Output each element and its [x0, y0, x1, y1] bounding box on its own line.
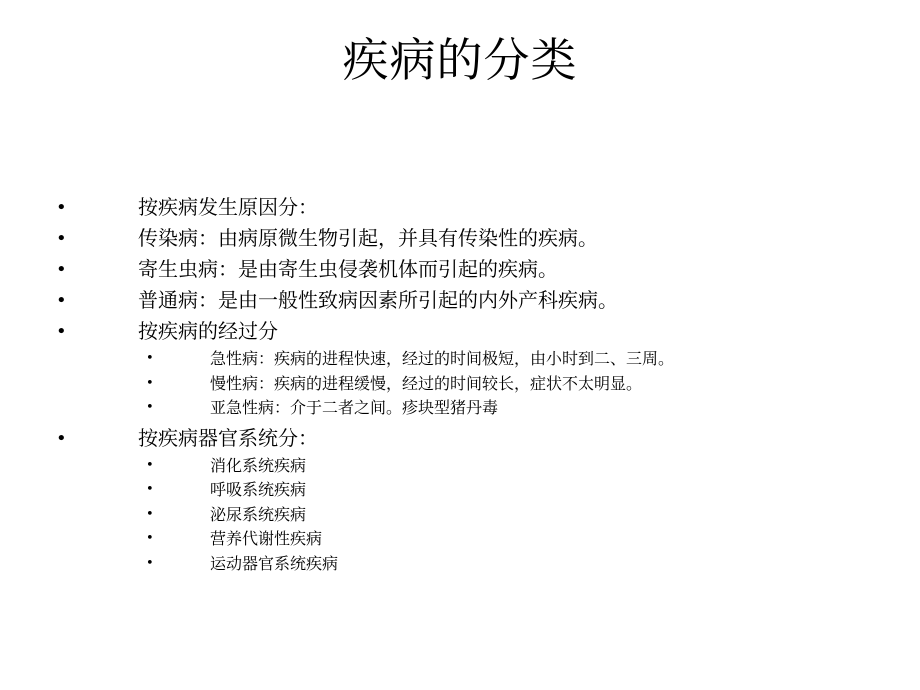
sub-bullet-icon: • — [146, 400, 154, 415]
bullet-item — [0, 192, 920, 223]
bullet-text: 按疾病发生原因分： — [138, 195, 318, 219]
bullet-icon: • — [56, 321, 67, 342]
sub-bullet-icon: • — [146, 506, 154, 522]
sub-bullet-text: 呼吸系统疾病 — [210, 480, 307, 499]
sub-bullet-item — [0, 396, 920, 421]
bullet-icon: • — [56, 290, 67, 311]
sub-bullet-text: 消化系统疾病 — [210, 455, 307, 475]
sub-bullet-icon: • — [146, 531, 154, 546]
bullet-item — [0, 223, 920, 254]
sub-bullet-text: 运动器官系统疾病 — [210, 553, 339, 573]
sub-bullet-item — [0, 527, 920, 552]
sub-bullet-item — [0, 552, 920, 577]
sub-bullet-item — [0, 372, 920, 397]
bullet-text: 普通病：是由一般性致病因素所引起的内外产科疾病。 — [138, 288, 618, 312]
bullet-icon: • — [56, 427, 67, 449]
bullet-list — [0, 192, 920, 576]
sub-bullet-item — [0, 503, 920, 528]
slide-title: 疾病的分类 — [342, 33, 578, 87]
sub-bullet-text: 急性病：疾病的进程快速，经过的时间极短，由小时到二、三周。 — [210, 349, 675, 368]
bullet-text: 寄生虫病：是由寄生虫侵袭机体而引起的疾病。 — [138, 257, 558, 281]
bullet-item — [0, 423, 920, 454]
bullet-text: 按疾病器官系统分： — [138, 425, 318, 450]
bullet-icon: • — [56, 259, 67, 280]
bullet-text: 传染病：由病原微生物引起，并具有传染性的疾病。 — [138, 226, 598, 250]
bullet-item — [0, 285, 920, 316]
sub-bullet-item — [0, 454, 920, 479]
sub-bullet-item — [0, 478, 920, 503]
sub-bullet-text: 营养代谢性疾病 — [210, 529, 323, 548]
bullet-item — [0, 316, 920, 347]
sub-bullet-item — [0, 347, 920, 372]
sub-bullet-icon: • — [146, 457, 154, 473]
sub-bullet-icon: • — [146, 375, 154, 391]
sub-bullet-text: 泌尿系统疾病 — [210, 504, 307, 524]
bullet-text: 按疾病的经过分 — [138, 319, 278, 343]
bullet-icon: • — [56, 228, 67, 249]
sub-bullet-text: 慢性病：疾病的进程缓慢，经过的时间较长，症状不太明显。 — [210, 373, 643, 393]
sub-bullet-icon: • — [146, 482, 154, 497]
sub-bullet-text: 亚急性病：介于二者之间。疹块型猪丹毒 — [210, 398, 499, 417]
sub-bullet-icon: • — [146, 555, 154, 571]
bullet-icon: • — [56, 197, 67, 218]
sub-bullet-icon: • — [146, 351, 154, 366]
bullet-item — [0, 254, 920, 285]
